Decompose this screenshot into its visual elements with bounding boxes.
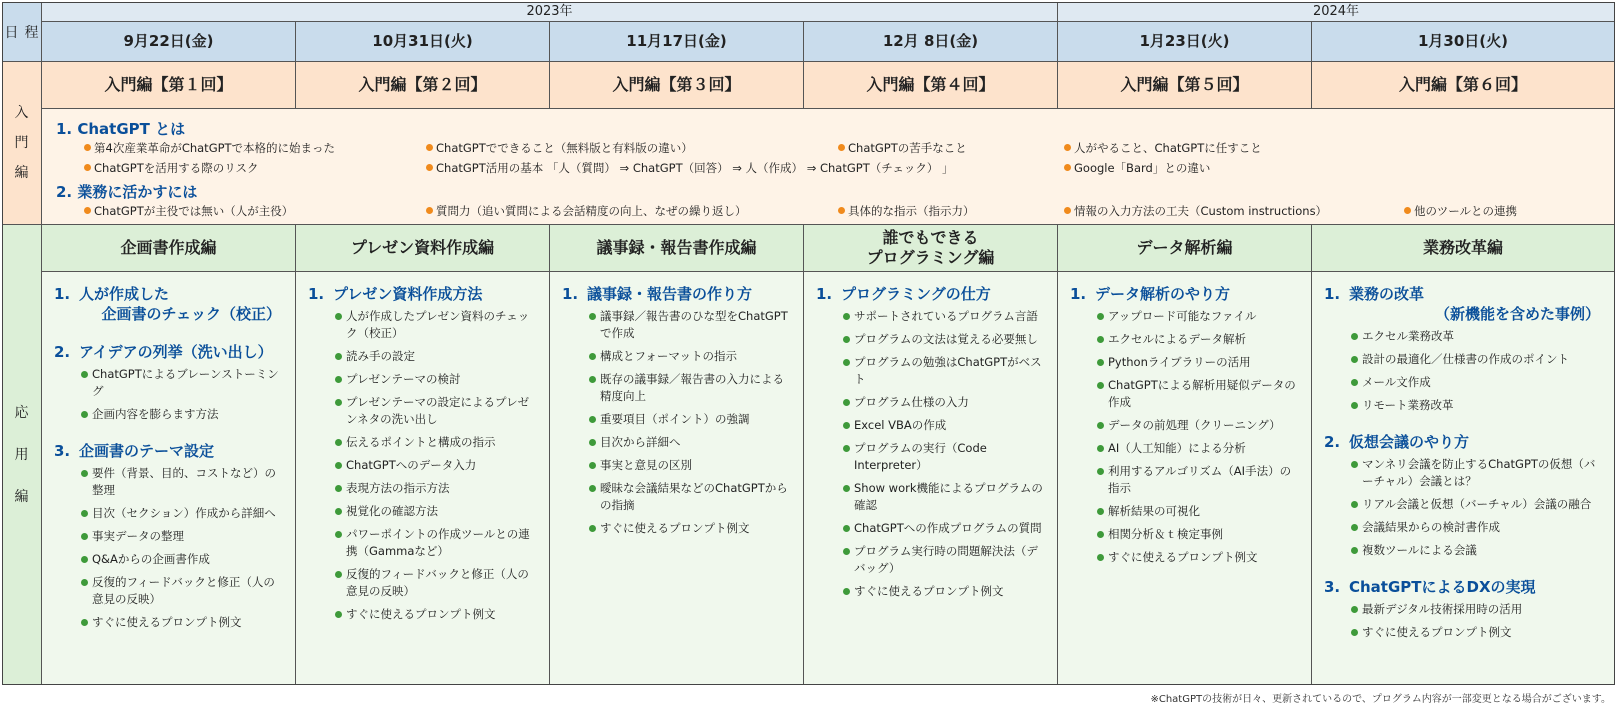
side-label-char: 門 xyxy=(14,135,29,151)
category-column xyxy=(42,272,296,685)
list-item: データの前処理（クリーニング） xyxy=(1097,417,1301,434)
intro-bullet: Google「Bard」との違い xyxy=(1064,160,1210,176)
list-item: 反復的フィードバックと修正（人の意見の反映） xyxy=(335,566,539,600)
list-item: 読み手の設定 xyxy=(335,348,539,365)
list-item: 反復的フィードバックと修正（人の意見の反映） xyxy=(81,574,285,608)
schedule-label-char: 日 xyxy=(4,24,19,41)
list-item: 企画内容を膨らます方法 xyxy=(81,406,285,423)
list-item: 事実データの整理 xyxy=(81,528,285,545)
list-item: 目次（セクション）作成から詳細へ xyxy=(81,505,285,522)
list-item: 会議結果からの検討書作成 xyxy=(1351,519,1604,536)
category-column xyxy=(550,272,804,685)
list-item: エクセル業務改革 xyxy=(1351,328,1604,345)
list-item: 既存の議事録／報告書の入力による精度向上 xyxy=(589,371,793,405)
section-heading xyxy=(1324,284,1604,324)
date-cell: 11月17日(金) xyxy=(550,22,804,62)
schedule-label-char: 程 xyxy=(24,24,39,41)
intro-session: 入門編【第１回】 xyxy=(42,62,296,109)
list-item: ChatGPTへの作成プログラムの質問 xyxy=(843,520,1047,537)
list-item: Show work機能によるプログラムの確認 xyxy=(843,480,1047,514)
intro-bullet: ChatGPT活用の基本 「人（質問） ⇒ ChatGPT（回答） ⇒ 人（作成） ⇒ ChatGPT（チェック） 」 xyxy=(426,160,954,176)
list-item: アップロード可能なファイル xyxy=(1097,308,1301,325)
list-item: すぐに使えるプロンプト例文 xyxy=(589,520,793,537)
intro-bullet: ChatGPTを活用する際のリスク xyxy=(84,160,259,176)
list-item: 要件（背景、目的、コストなど）の整理 xyxy=(81,465,285,499)
list-item: すぐに使えるプロンプト例文 xyxy=(81,614,285,631)
list-item: Q&Aからの企画書作成 xyxy=(81,551,285,568)
category-header: データ解析編 xyxy=(1058,225,1312,272)
list-item: パワーポイントの作成ツールとの連携（Gammaなど） xyxy=(335,526,539,560)
section-heading xyxy=(816,284,1047,304)
schedule-table xyxy=(2,2,1615,685)
list-item: 事実と意見の区別 xyxy=(589,457,793,474)
section-number: 1. xyxy=(308,285,325,303)
schedule-label xyxy=(2,2,42,62)
date-cell: 12月 8日(金) xyxy=(804,22,1058,62)
intro-session: 入門編【第６回】 xyxy=(1312,62,1615,109)
list-item: すぐに使えるプロンプト例文 xyxy=(1351,624,1604,641)
list-item: 伝えるポイントと構成の指示 xyxy=(335,434,539,451)
list-item: プレゼンテーマの設定によるプレゼンネタの洗い出し xyxy=(335,394,539,428)
list-item: 目次から詳細へ xyxy=(589,434,793,451)
section-heading xyxy=(308,284,539,304)
section-title: アイデアの列挙（洗い出し） xyxy=(79,343,273,361)
year-2024: 2024年 xyxy=(1058,2,1615,22)
section-items xyxy=(1351,328,1604,414)
list-item: サポートされているプログラム言語 xyxy=(843,308,1047,325)
list-item: 人が作成したプレゼン資料のチェック（校正） xyxy=(335,308,539,342)
list-item: 構成とフォーマットの指示 xyxy=(589,348,793,365)
section-number: 1. xyxy=(562,285,579,303)
side-label-char: 編 xyxy=(14,165,29,181)
side-label-char: 用 xyxy=(14,446,29,463)
list-item: Excel VBAの作成 xyxy=(843,417,1047,434)
section-items xyxy=(1351,601,1604,641)
section-number: 2. xyxy=(1324,433,1341,451)
intro-session: 入門編【第５回】 xyxy=(1058,62,1312,109)
list-item: リモート業務改革 xyxy=(1351,397,1604,414)
section-title-continued: （新機能を含めた事例） xyxy=(1434,305,1600,323)
list-item: プログラムの文法は覚える必要無し xyxy=(843,331,1047,348)
list-item: プログラム仕様の入力 xyxy=(843,394,1047,411)
list-item: 設計の最適化／仕様書の作成のポイント xyxy=(1351,351,1604,368)
list-item: エクセルによるデータ解析 xyxy=(1097,331,1301,348)
list-item: すぐに使えるプロンプト例文 xyxy=(843,583,1047,600)
section-title: 企画書のテーマ設定 xyxy=(79,442,215,460)
intro-session: 入門編【第３回】 xyxy=(550,62,804,109)
list-item: すぐに使えるプロンプト例文 xyxy=(1097,549,1301,566)
intro-session: 入門編【第４回】 xyxy=(804,62,1058,109)
section-heading xyxy=(562,284,793,304)
intro-content xyxy=(42,109,1615,225)
section-heading xyxy=(54,342,285,362)
list-item: プログラムの勉強はChatGPTがベスト xyxy=(843,354,1047,388)
category-column xyxy=(804,272,1058,685)
section-number: 3. xyxy=(54,442,71,460)
section-items xyxy=(589,308,793,537)
list-item: 複数ツールによる会議 xyxy=(1351,542,1604,559)
intro-bullet: 具体的な指示（指示力） xyxy=(838,203,975,219)
section-title: 人が作成した xyxy=(79,285,170,303)
intro-heading-2: 2. 業務に活かすには xyxy=(56,183,198,201)
section-title: プレゼン資料作成方法 xyxy=(333,285,483,303)
list-item: マンネリ会議を防止するChatGPTの仮想（バーチャル）会議とは？ xyxy=(1351,456,1604,490)
list-item: プログラム実行時の問題解決法（デバッグ） xyxy=(843,543,1047,577)
applied-side-label xyxy=(2,225,42,685)
date-cell: 1月30日(火) xyxy=(1312,22,1615,62)
section-heading xyxy=(1070,284,1301,304)
intro-bullet: ChatGPTが主役では無い（人が主役） xyxy=(84,203,293,219)
intro-bullet: 第4次産業革命がChatGPTで本格的に始まった xyxy=(84,140,335,156)
section-number: 1. xyxy=(1070,285,1087,303)
intro-bullet: ChatGPTでできること（無料版と有料版の違い） xyxy=(426,140,693,156)
category-column xyxy=(1058,272,1312,685)
section-title: 議事録・報告書の作り方 xyxy=(587,285,753,303)
date-cell: 10月31日(火) xyxy=(296,22,550,62)
list-item: リアル会議と仮想（バーチャル）会議の融合 xyxy=(1351,496,1604,513)
intro-bullet: 質問力（追い質問による会話精度の向上、なぜの繰り返し） xyxy=(426,203,747,219)
section-heading xyxy=(54,284,285,324)
section-heading xyxy=(1324,432,1604,452)
section-items xyxy=(1097,308,1301,566)
section-items xyxy=(1351,456,1604,559)
date-cell: 9月22日(金) xyxy=(42,22,296,62)
footnote: ※ChatGPTの技術が日々、更新されているので、プログラム内容が一部変更となる場合がございます。 xyxy=(1150,694,1611,705)
intro-bullet: ChatGPTの苦手なこと xyxy=(838,140,967,156)
section-title: データ解析のやり方 xyxy=(1095,285,1231,303)
list-item: ChatGPTへのデータ入力 xyxy=(335,457,539,474)
list-item: 重要項目（ポイント）の強調 xyxy=(589,411,793,428)
list-item: AI（人工知能）による分析 xyxy=(1097,440,1301,457)
intro-side-label xyxy=(2,62,42,225)
list-item: 相関分析＆ｔ検定事例 xyxy=(1097,526,1301,543)
section-items xyxy=(81,366,285,423)
list-item: 議事録／報告書のひな型をChatGPTで作成 xyxy=(589,308,793,342)
section-title: 業務の改革 xyxy=(1349,285,1425,303)
section-items xyxy=(81,465,285,631)
list-item: Pythonライブラリーの活用 xyxy=(1097,354,1301,371)
section-title-continued: 企画書のチェック（校正） xyxy=(101,305,281,323)
list-item: ChatGPTによるブレーンストーミング xyxy=(81,366,285,400)
section-heading xyxy=(1324,577,1604,597)
intro-bullet: 情報の入力方法の工夫（Custom instructions） xyxy=(1064,203,1327,219)
section-items xyxy=(335,308,539,623)
list-item: プレゼンテーマの検討 xyxy=(335,371,539,388)
list-item: すぐに使えるプロンプト例文 xyxy=(335,606,539,623)
list-item: メール文作成 xyxy=(1351,374,1604,391)
section-title: プログラミングの仕方 xyxy=(841,285,991,303)
section-number: 2. xyxy=(54,343,71,361)
section-number: 3. xyxy=(1324,578,1341,596)
section-title: ChatGPTによるDXの実現 xyxy=(1349,578,1536,596)
year-2023: 2023年 xyxy=(42,2,1058,22)
list-item: 視覚化の確認方法 xyxy=(335,503,539,520)
category-column xyxy=(1312,272,1615,685)
intro-bullet: 他のツールとの連携 xyxy=(1404,203,1517,219)
category-column xyxy=(296,272,550,685)
list-item: 表現方法の指示方法 xyxy=(335,480,539,497)
list-item: 最新デジタル技術採用時の活用 xyxy=(1351,601,1604,618)
category-header: 議事録・報告書作成編 xyxy=(550,225,804,272)
list-item: 解析結果の可視化 xyxy=(1097,503,1301,520)
section-heading xyxy=(54,441,285,461)
side-label-char: 応 xyxy=(14,404,29,421)
side-label-char: 入 xyxy=(14,105,29,121)
intro-session: 入門編【第２回】 xyxy=(296,62,550,109)
section-title: 仮想会議のやり方 xyxy=(1349,433,1470,451)
side-label-char: 編 xyxy=(14,488,29,505)
category-header: プレゼン資料作成編 xyxy=(296,225,550,272)
section-number: 1. xyxy=(1324,285,1341,303)
list-item: 曖昧な会議結果などのChatGPTからの指摘 xyxy=(589,480,793,514)
date-cell: 1月23日(火) xyxy=(1058,22,1312,62)
list-item: ChatGPTによる解析用疑似データの作成 xyxy=(1097,377,1301,411)
category-header: 企画書作成編 xyxy=(42,225,296,272)
section-number: 1. xyxy=(816,285,833,303)
section-items xyxy=(843,308,1047,600)
category-header: 誰でもできる プログラミング編 xyxy=(804,225,1058,272)
intro-bullet: 人がやること、ChatGPTに任すこと xyxy=(1064,140,1262,156)
list-item: プログラムの実行（Code Interpreter） xyxy=(843,440,1047,474)
list-item: 利用するアルゴリズム（AI手法）の指示 xyxy=(1097,463,1301,497)
category-header: 業務改革編 xyxy=(1312,225,1615,272)
section-number: 1. xyxy=(54,285,71,303)
intro-heading-1: 1. ChatGPT とは xyxy=(56,120,186,138)
